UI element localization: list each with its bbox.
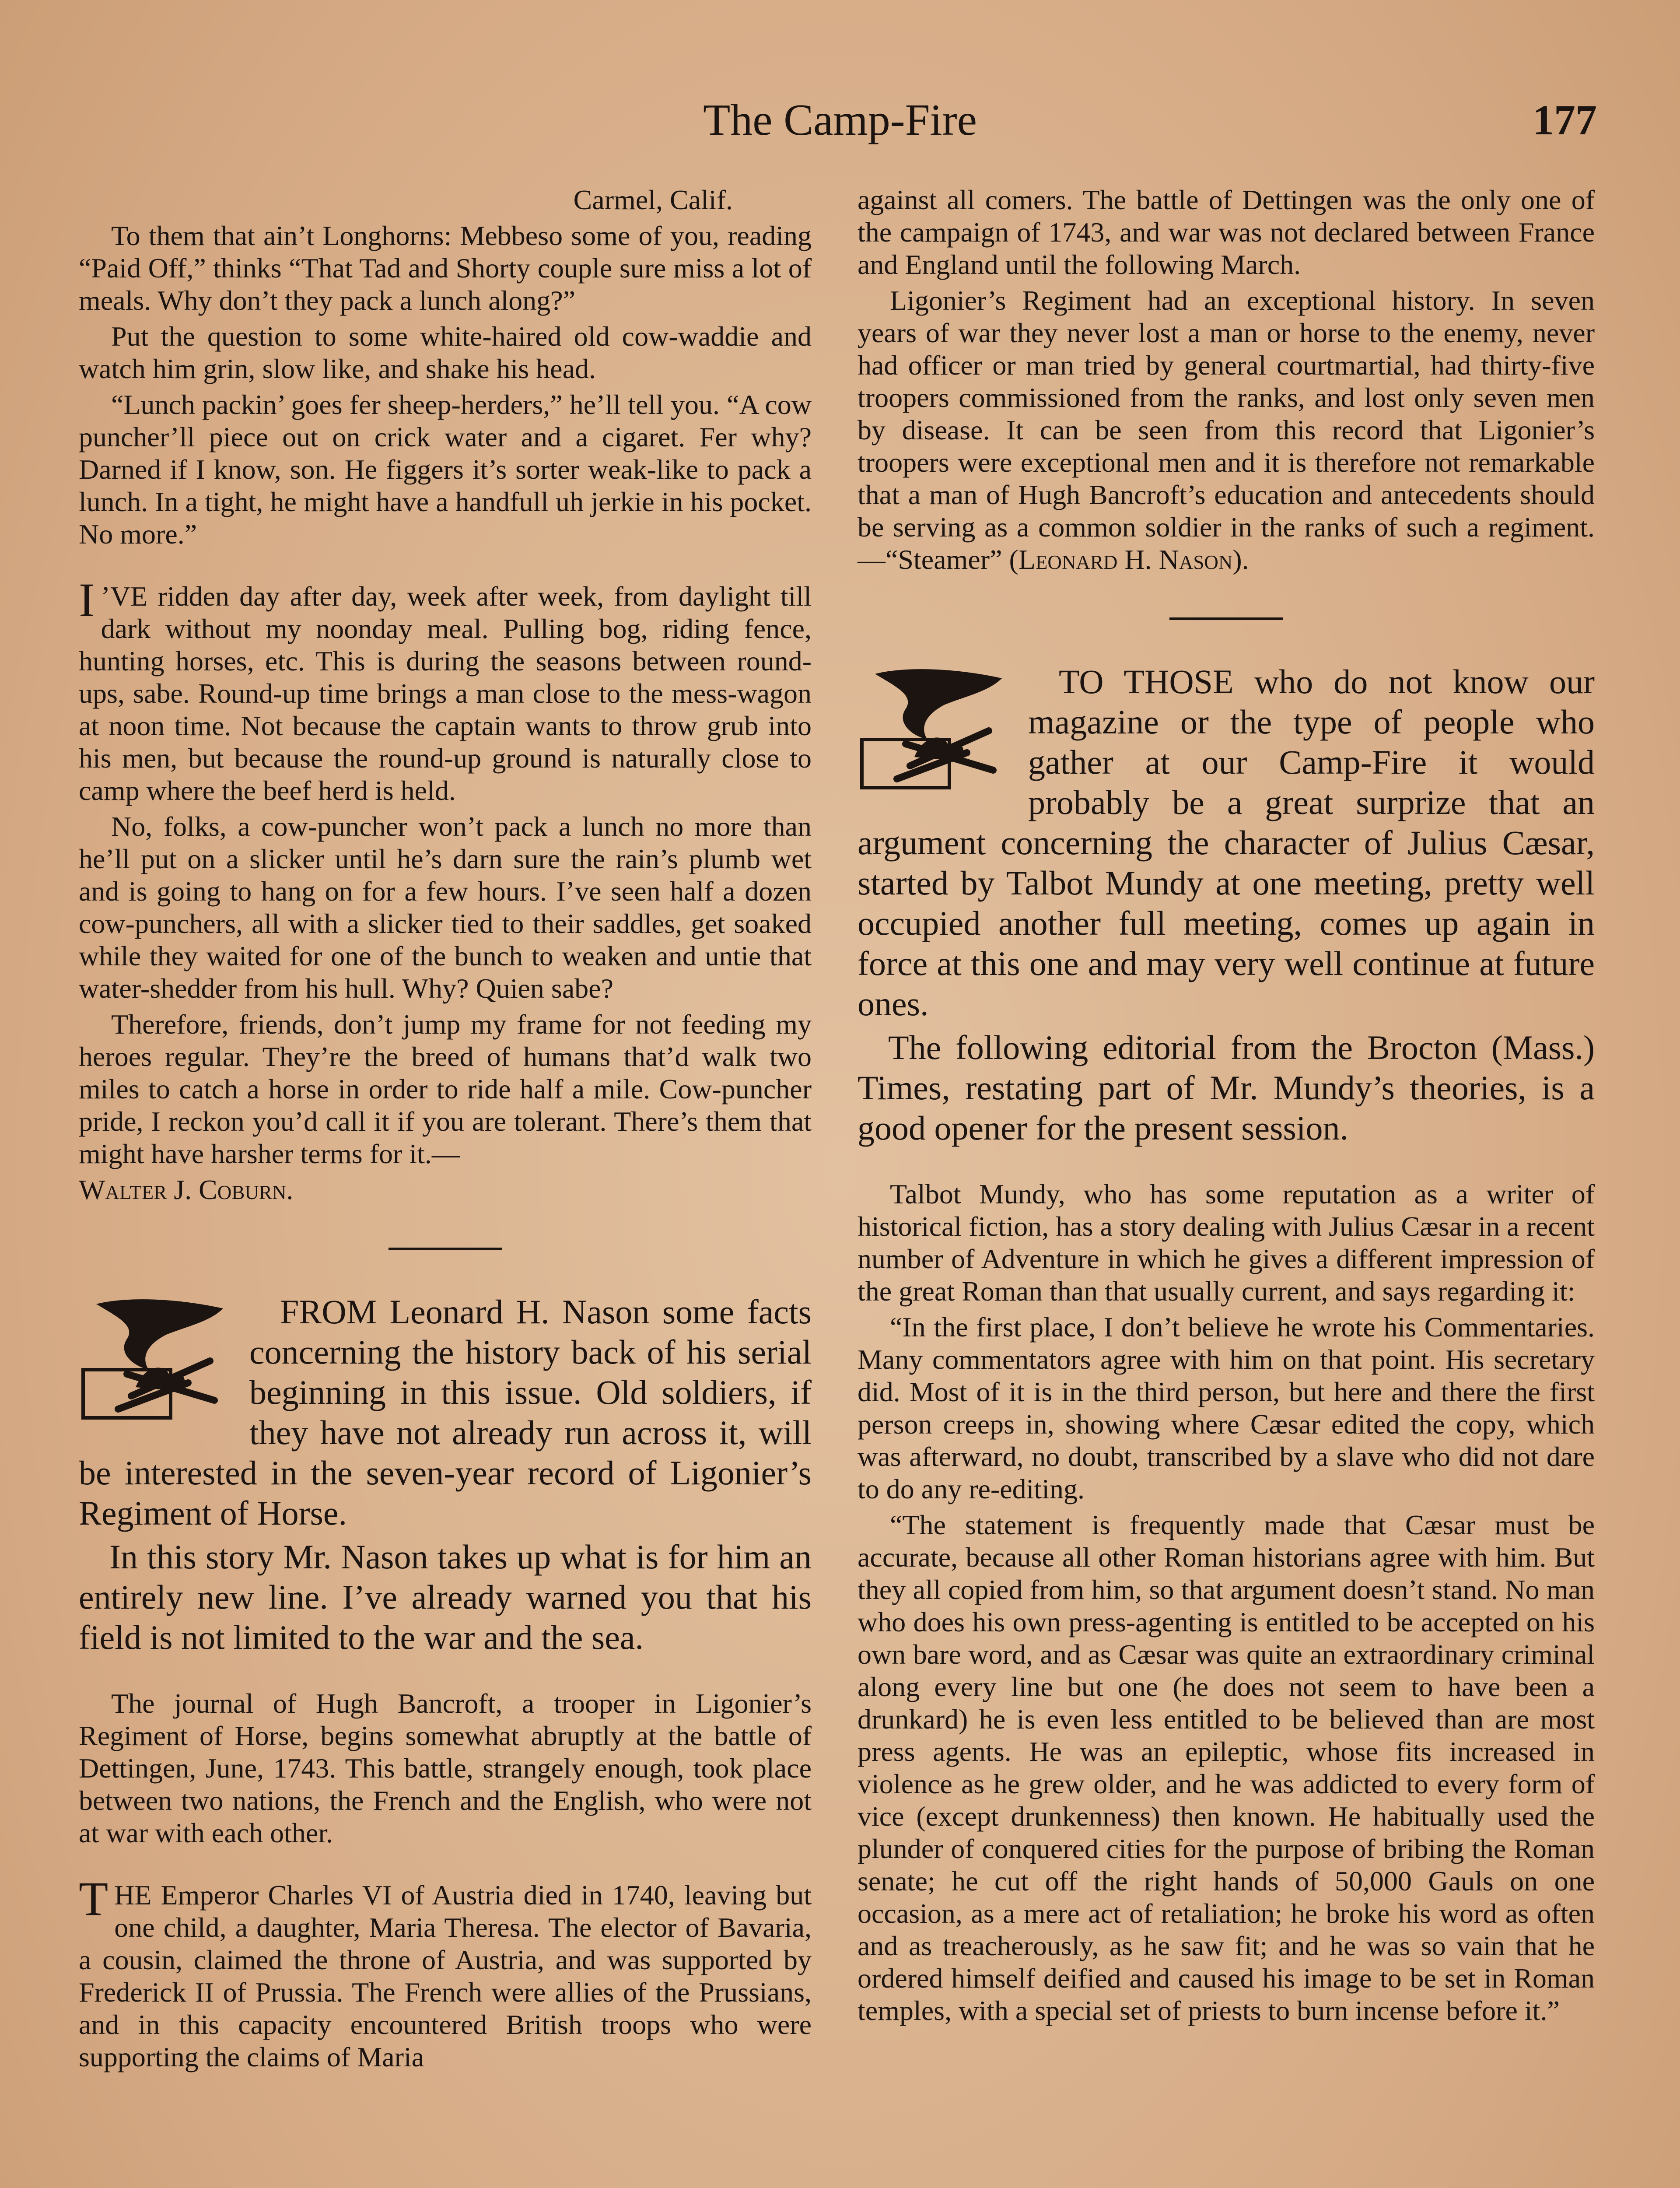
quoted-paragraph: “In the first place, I don’t believe he wrote his Commentaries. Many commentators agree with him on that point. His secretary did. Most of it is in the third person, but here and there the first person creeps in, showing where Cæsar edited the copy, which was afterward, no doubt, transcribed by a slave who did not dare to do any re-editing. [858, 1311, 1595, 1504]
paragraph: Therefore, friends, don’t jump my frame for not feeding my heroes regular. They’re the breed of humans that’d walk two miles to catch a horse in order to ride half a mile. Cow-puncher pride, I reckon you’d call it if you are tolerant. There’s them that might have harsher terms for it.— [79, 1009, 812, 1169]
campfire-emblem-icon [858, 665, 1015, 805]
paragraph: To them that ain’t Longhorns: Mebbeso some of you, reading “Paid Off,” thinks “That Tad and Shorty couple sure miss a lot of meals. Why don’t they pack a lunch along?” [79, 220, 812, 316]
dropcap-paragraph: THE Emperor Charles VI of Austria died in 1740, leaving but one child, a daughter, Maria Theresa. The elector of Bavaria, a cousin, claimed the throne of Austria, and was supported by Frederick II of Prussia. The French were allies of the Prussians, and in this capacity encountered British troops who were supporting the claims of Maria [79, 1872, 812, 2072]
drop-cap: I [79, 573, 95, 627]
drop-cap: T [79, 1872, 108, 1925]
section-divider [1169, 617, 1283, 620]
campfire-emblem-icon [79, 1295, 236, 1435]
intro-paragraph: The following editorial from the Brocton (Mass.) Times, restating part of Mr. Mundy’s theories, is a good opener for the present session. [858, 1028, 1595, 1147]
right-column [858, 184, 1595, 2030]
section-divider [388, 1248, 502, 1250]
paragraph: Put the question to some white-haired old cow-waddie and watch him grin, slow like, and shake his head. [79, 321, 812, 384]
intro-paragraph: TO THOSE who do not know our magazine or the type of people who gather at our Camp-Fire it would probably be a great surprize that an argument concerning the character of Julius Cæsar, started by Talbot Mundy at one meeting, pretty well occupied another full meeting, comes up again in force at this one and may very well continue at future ones. [858, 663, 1595, 1023]
intro-paragraph: In this story Mr. Nason takes up what is for him an entirely new line. I’ve already warned you that his field is not limited to the war and the sea. [79, 1538, 812, 1656]
paragraph: “Lunch packin’ goes fer sheep-herders,” he’ll tell you. “A cow puncher’ll piece out on crick water and a cigaret. Fer why? Darned if I know, son. He figgers it’s sorter weak-like to pack a lunch. In a tight, he might have a handfull uh jerkie in his pocket. No more.” [79, 389, 812, 550]
intro-paragraph: FROM Leonard H. Nason some facts concerning the history back of his serial beginning in this issue. Old soldiers, if they have not already run across it, will be interested in the seven-year record of Ligonier’s Regiment of Horse. [79, 1293, 812, 1532]
campfire-section [858, 662, 1595, 1148]
page-number: 177 [1533, 97, 1597, 144]
dateline: Carmel, Calif. [573, 184, 733, 215]
left-column [79, 184, 812, 2077]
dropcap-paragraph: I ’VE ridden day after day, week after week, from daylight till dark without my noonday meal. Pulling bog, riding fence, hunting horses, etc. This is during the seasons between round-ups, sabe. Round-up time brings a man close to the mess-wagon at noon time. Not because the captain wants to throw grub into his men, but because the round-up ground is naturally close to camp where the beef herd is held. [79, 573, 812, 806]
author-signature: Walter J. Coburn. [79, 1174, 294, 1205]
paragraph: against all comers. The battle of Dettingen was the only one of the campaign of 1743, and war was not declared between France and England until the following March. [858, 184, 1595, 280]
paragraph: The journal of Hugh Bancroft, a trooper in Ligonier’s Regiment of Horse, begins somewhat abruptly at the battle of Dettingen, June, 1743. This battle, strangely enough, took place between two nations, the French and the English, who were not at war with each other. [79, 1688, 812, 1848]
campfire-section [79, 1292, 812, 1658]
page-title: The Camp-Fire [703, 95, 977, 145]
paragraph: No, folks, a cow-puncher won’t pack a lunch no more than he’ll put on a slicker until he’s darn sure the rain’s plumb wet and is going to hang on for a few hours. I’ve seen half a dozen cow-punchers, all with a slicker tied to their saddles, get soaked while they waited for one of the bunch to weaken and untie that water-shedder from his hull. Why? Quien sabe? [79, 811, 812, 1004]
paragraph: Ligonier’s Regiment had an exceptional history. In seven years of war they never lost a man or horse to the enemy, never had officer or man tried by general courtmartial, had thirty-five troopers commissioned from the ranks, and lost only seven men by disease. It can be seen from this record that Ligonier’s troopers were exceptional men and it is therefore not remarkable that a man of Hugh Bancroft’s education and antecedents should be serving as a common soldier in the ranks of such a regiment.—“Steamer” (Leonard H. Nason). [858, 285, 1595, 575]
page-header [83, 94, 1597, 147]
quoted-paragraph: Talbot Mundy, who has some reputation as a writer of historical fiction, has a story dealing with Julius Cæsar in a recent number of Adventure in which he gives a different impression of the great Roman than that usually current, and says regarding it: [858, 1178, 1595, 1307]
author-signature: (Leonard H. Nason). [1009, 544, 1249, 575]
quoted-paragraph: “The statement is frequently made that Cæsar must be accurate, because all other Roman historians agree with him. But they all copied from him, so that argument doesn’t stand. No man who does his own press-agenting is entitled to be accepted on his own bare word, and as Cæsar was quite an extraordinary criminal along every line but one (he does not seem to have been a drunkard) he is even less entitled to be believed than are most press agents. He was an epileptic, whose fits increased in violence as he grew older, and he was addicted to every form of vice (except drunkenness) then known. He habitually used the plunder of conquered cities for the purpose of bribing the Roman senate; he cut off the right hands of 50,000 Gauls on one occasion, as a mere act of retaliation; he broke his word as often and as treacherously, as he saw fit; and he was so vain that he ordered himself deified and caused his image to be set in Roman temples, with a special set of priests to burn incense before it.” [858, 1509, 1595, 2026]
